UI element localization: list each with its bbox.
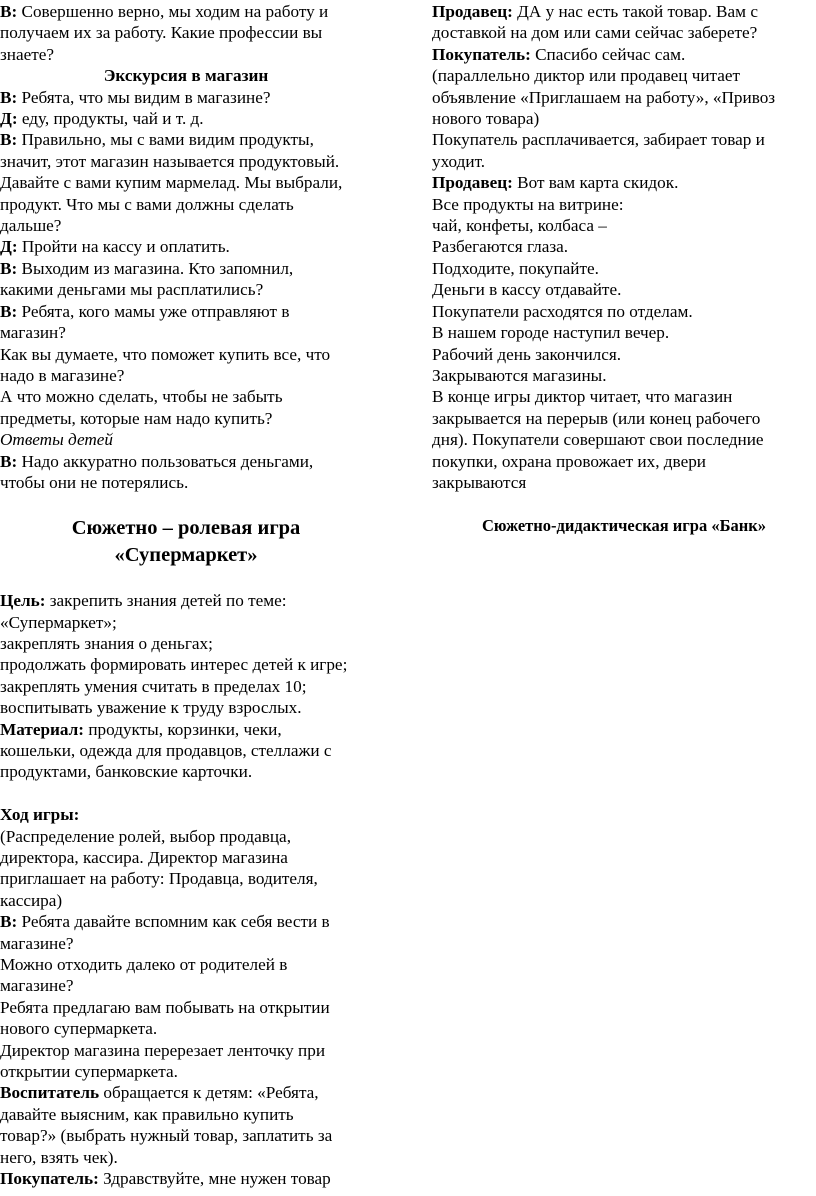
speaker-label: Покупатель:: [0, 1169, 99, 1189]
text-line: [0, 258, 372, 279]
text-line: [0, 868, 372, 889]
line-text: Вот вам карта скидок.: [512, 173, 679, 193]
line-text: доставкой на дом или сами сейчас заберете?: [432, 23, 758, 43]
speaker-label: В:: [0, 301, 18, 321]
text-line: [432, 87, 816, 108]
line-text: продукт. Что мы с вами должны сделать: [0, 194, 294, 214]
text-line: [0, 719, 372, 740]
text-line: [0, 761, 372, 782]
line-text: Правильно, мы с вами видим продукты,: [17, 130, 314, 150]
speaker-label: Продавец:: [432, 173, 513, 193]
text-line: [0, 933, 372, 954]
speaker-label: В:: [0, 2, 18, 21]
text-line: [0, 236, 372, 257]
speaker-label: Воспитатель: [0, 1083, 100, 1103]
text-line: [432, 386, 816, 407]
text-line: [0, 1018, 372, 1039]
line-text: воспитывать уважение к труду взрослых.: [0, 698, 302, 718]
text-line: [0, 22, 372, 43]
line-text: (Распределение ролей, выбор продавца,: [0, 826, 291, 846]
line-text: нового товара): [432, 109, 540, 129]
line-text: Покупатель расплачивается, забирает товар и: [432, 130, 765, 150]
text-line: [0, 108, 372, 129]
text-line: [0, 429, 372, 450]
line-text: надо в магазине?: [0, 365, 125, 385]
line-text: объявление «Приглашаем на работу», «Привоз: [432, 87, 776, 107]
text-line: [0, 633, 372, 654]
subheading: Экскурсия в магазин: [103, 66, 269, 86]
text-line: [0, 1, 372, 22]
text-line: [432, 172, 816, 193]
text-line: [432, 108, 816, 129]
line-text: предметы, которые нам надо купить?: [0, 408, 273, 428]
line-text: Ребята предлагаю вам побывать на открытии: [0, 997, 330, 1017]
text-line: [432, 215, 816, 236]
blank-line: [432, 493, 816, 514]
line-text: товар?» (выбрать нужный товар, заплатить за: [0, 1126, 333, 1146]
text-line: [0, 344, 372, 365]
text-line: [0, 975, 372, 996]
text-line: [432, 365, 816, 386]
line-text: Покупатели расходятся по отделам.: [432, 301, 693, 321]
line-text: Пройти на кассу и оплатить.: [17, 237, 230, 257]
text-line: [0, 804, 372, 825]
line-text: Ребята давайте вспомним как себя вести в: [17, 912, 330, 932]
text-line: [432, 129, 816, 150]
speaker-label: Цель:: [0, 591, 46, 611]
text-line: [0, 697, 372, 718]
line-text: директора, кассира. Директор магазина: [0, 847, 288, 867]
line-text: уходит.: [432, 151, 486, 171]
text-line: [0, 215, 372, 236]
text-line: [432, 44, 816, 65]
blank-line: [0, 783, 372, 804]
line-text: магазине?: [0, 976, 74, 996]
line-text: Можно отходить далеко от родителей в: [0, 955, 288, 975]
line-text: еду, продукты, чай и т. д.: [17, 109, 204, 129]
text-line: [0, 1040, 372, 1061]
blank-line: [0, 569, 372, 590]
speaker-label: Материал:: [0, 719, 85, 739]
line-text: закреплять умения считать в пределах 10;: [0, 676, 307, 696]
text-line: [0, 451, 372, 472]
text-line: [0, 1082, 372, 1103]
text-line: [0, 172, 372, 193]
line-text: какими деньгами мы расплатились?: [0, 280, 264, 300]
speaker-label: Д:: [0, 109, 18, 129]
line-text: А что можно сделать, чтобы не забыть: [0, 387, 283, 407]
line-text: дальше?: [0, 216, 62, 236]
line-text: открытии супермаркета.: [0, 1062, 178, 1082]
text-line: [0, 194, 372, 215]
line-text: приглашает на работу: Продавца, водителя,: [0, 869, 318, 889]
line-text: Директор магазина перерезает ленточку при: [0, 1040, 326, 1060]
text-line: [0, 997, 372, 1018]
line-text: покупки, охрана провожает их, двери: [432, 451, 706, 471]
text-line: [432, 301, 816, 322]
line-text: Закрываются магазины.: [432, 365, 607, 385]
line-text: значит, этот магазин называется продуктовый.: [0, 151, 340, 171]
text-line: [0, 129, 372, 150]
section-title: Сюжетно – ролевая игра: [71, 516, 301, 539]
line-text: Совершенно верно, мы ходим на работу и: [17, 2, 329, 21]
line-text: знаете?: [0, 44, 55, 64]
text-line: [0, 44, 372, 65]
text-line: [432, 194, 816, 215]
text-line: [0, 322, 372, 343]
line-text: кошельки, одежда для продавцов, стеллажи с: [0, 740, 332, 760]
line-text: закрывается на перерыв (или конец рабочего: [432, 408, 761, 428]
text-line: [0, 847, 372, 868]
italic-text: Ответы детей: [0, 430, 113, 450]
text-line: [0, 954, 372, 975]
line-text: Подходите, покупайте.: [432, 258, 599, 278]
line-text: «Супермаркет»;: [0, 612, 117, 632]
text-line: [432, 22, 816, 43]
speaker-label: Ход игры:: [0, 805, 80, 825]
line-text: закреплять знания о деньгах;: [0, 633, 213, 653]
line-text: него, взять чек).: [0, 1147, 118, 1167]
section-title: Сюжетно-дидактическая игра «Банк»: [481, 515, 767, 535]
text-line: [0, 590, 372, 611]
line-text: (параллельно диктор или продавец читает: [432, 66, 741, 86]
blank-line: [0, 493, 372, 514]
line-text: закрываются: [432, 472, 527, 492]
text-line: [0, 279, 372, 300]
speaker-label: В:: [0, 258, 18, 278]
text-line: [432, 258, 816, 279]
text-line: [432, 279, 816, 300]
text-line: [0, 654, 372, 675]
speaker-label: В:: [0, 130, 18, 150]
line-text: Здравствуйте, мне нужен товар: [98, 1169, 331, 1189]
line-text: обращается к детям: «Ребята,: [99, 1083, 319, 1103]
line-text: Как вы думаете, что поможет купить все, что: [0, 344, 331, 364]
text-line: [0, 1061, 372, 1082]
line-text: Деньги в кассу отдавайте.: [432, 280, 622, 300]
text-line: [0, 1125, 372, 1146]
line-text: давайте выясним, как правильно купить: [0, 1104, 294, 1124]
line-text: нового супермаркета.: [0, 1019, 158, 1039]
text-line: [432, 429, 816, 450]
text-line: [0, 408, 372, 429]
text-line: [0, 890, 372, 911]
line-text: чтобы они не потерялись.: [0, 472, 189, 492]
line-text: Разбегаются глаза.: [432, 237, 569, 257]
line-text: продукты, корзинки, чеки,: [84, 719, 282, 739]
text-line: [0, 386, 372, 407]
left-column: [0, 1, 372, 1189]
text-line: [0, 1104, 372, 1125]
text-line: [432, 151, 816, 172]
line-text: Все продукты на витрине:: [432, 194, 624, 214]
line-text: закрепить знания детей по теме:: [45, 591, 287, 611]
text-line: [0, 612, 372, 633]
speaker-label: Покупатель:: [432, 44, 531, 64]
text-line: [0, 365, 372, 386]
line-text: магазине?: [0, 933, 74, 953]
line-text: продуктами, банковские карточки.: [0, 762, 253, 782]
text-line: [432, 1, 816, 22]
text-line: [0, 911, 372, 932]
right-column: [432, 1, 816, 536]
line-text: ДА у нас есть такой товар. Вам с: [512, 2, 758, 21]
text-line: [0, 740, 372, 761]
line-text: магазин?: [0, 323, 66, 343]
line-text: Надо аккуратно пользоваться деньгами,: [17, 451, 314, 471]
line-text: Давайте с вами купим мармелад. Мы выбрали,: [0, 173, 343, 193]
text-line: [432, 236, 816, 257]
section-title: «Супермаркет»: [114, 543, 258, 566]
text-line: [0, 826, 372, 847]
text-line: [432, 451, 816, 472]
text-line: [432, 65, 816, 86]
line-text: Выходим из магазина. Кто запомнил,: [17, 258, 294, 278]
line-text: Спасибо сейчас сам.: [530, 44, 686, 64]
line-text: получаем их за работу. Какие профессии вы: [0, 23, 323, 43]
line-text: В нашем городе наступил вечер.: [432, 323, 670, 343]
line-text: Рабочий день закончился.: [432, 344, 622, 364]
text-line: [0, 301, 372, 322]
text-line: [0, 472, 372, 493]
text-line: [432, 472, 816, 493]
speaker-label: В:: [0, 912, 18, 932]
speaker-label: В:: [0, 87, 18, 107]
line-text: В конце игры диктор читает, что магазин: [432, 387, 733, 407]
line-text: Ребята, что мы видим в магазине?: [17, 87, 271, 107]
line-text: продолжать формировать интерес детей к игре;: [0, 655, 348, 675]
speaker-label: В:: [0, 451, 18, 471]
line-text: чай, конфеты, колбаса –: [432, 216, 607, 236]
text-line: [0, 1147, 372, 1168]
speaker-label: Д:: [0, 237, 18, 257]
line-text: кассира): [0, 890, 63, 910]
text-line: [432, 322, 816, 343]
line-text: дня). Покупатели совершают свои последние: [432, 430, 764, 450]
text-line: [0, 676, 372, 697]
speaker-label: Продавец:: [432, 2, 513, 21]
text-line: [0, 151, 372, 172]
text-line: [432, 408, 816, 429]
text-line: [0, 1168, 372, 1189]
line-text: Ребята, кого мамы уже отправляют в: [17, 301, 290, 321]
text-line: [432, 344, 816, 365]
text-line: [0, 87, 372, 108]
